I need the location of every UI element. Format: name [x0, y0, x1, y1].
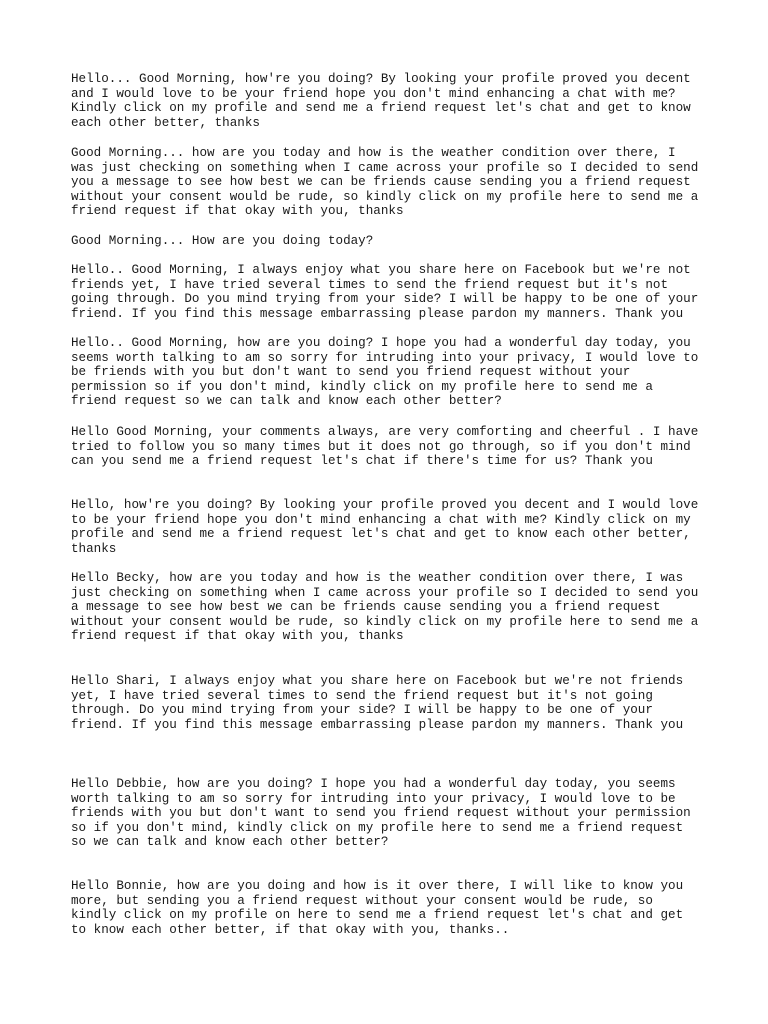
message-paragraph-9: Hello Shari, I always enjoy what you share here on Facebook but we're not friends yet, I have tried several times to send the friend request but it's not going through. Do you mind trying from your side? I will be happy to be one of your friend. If you find this message embarrassing please pardon my manners. Thank you	[71, 674, 684, 732]
message-paragraph-1: Hello... Good Morning, how're you doing? By looking your profile proved you decent and I would love to be your friend hope you don't mind enhancing a chat with me? Kindly click on my profile and send me a friend request let's chat and get to know each other better, thanks	[71, 72, 691, 130]
message-paragraph-8: Hello Becky, how are you today and how is the weather condition over there, I was just checking on something when I came across your profile so I decided to send you a message to see how best we can be friends cause sending you a friend request without your consent would be rude, so kindly click on my profile here to send me a friend request if that okay with you, thanks	[71, 571, 699, 644]
message-paragraph-7: Hello, how're you doing? By looking your profile proved you decent and I would love to be your friend hope you don't mind enhancing a chat with me? Kindly click on my profile and send me a friend request let's chat and get to know each other better, thanks	[71, 498, 699, 556]
message-paragraph-11: Hello Bonnie, how are you doing and how is it over there, I will like to know you more, but sending you a friend request without your consent would be rude, so kindly click on my profile on here to send me a friend request let's chat and get to know each other better, if that okay with you, thanks..	[71, 879, 684, 937]
message-paragraph-4: Hello.. Good Morning, I always enjoy what you share here on Facebook but we're not friends yet, I have tried several times to send the friend request but it's not going through. Do you mind trying from your side? I will be happy to be one of your friend. If you find this message embarrassing please pardon my manners. Thank you	[71, 263, 699, 321]
message-paragraph-10: Hello Debbie, how are you doing? I hope you had a wonderful day today, you seems worth talking to am so sorry for intruding into your privacy, I would love to be friends with you but don't want to send you friend request without your permission so if you don't mind, kindly click on my profile here to send me a friend request so we can talk and know each other better?	[71, 777, 691, 850]
message-paragraph-6: Hello Good Morning, your comments always, are very comforting and cheerful . I have tried to follow you so many times but it does not go through, so if you don't mind can you send me a friend request let's chat if there's time for us? Thank you	[71, 425, 699, 469]
message-paragraph-2: Good Morning... how are you today and how is the weather condition over there, I was just checking on something when I came across your profile so I decided to send you a message to see how best we can be friends cause sending you a friend request without your consent would be rude, so kindly click on my profile here to send me a friend request if that okay with you, thanks	[71, 146, 699, 219]
message-paragraph-5: Hello.. Good Morning, how are you doing? I hope you had a wonderful day today, you seems worth talking to am so sorry for intruding into your privacy, I would love to be friends with you but don't want to send you friend request without your permission so if you don't mind, kindly click on my profile here to send me a friend request so we can talk and know each other better?	[71, 336, 699, 409]
message-paragraph-3: Good Morning... How are you doing today?	[71, 234, 374, 248]
